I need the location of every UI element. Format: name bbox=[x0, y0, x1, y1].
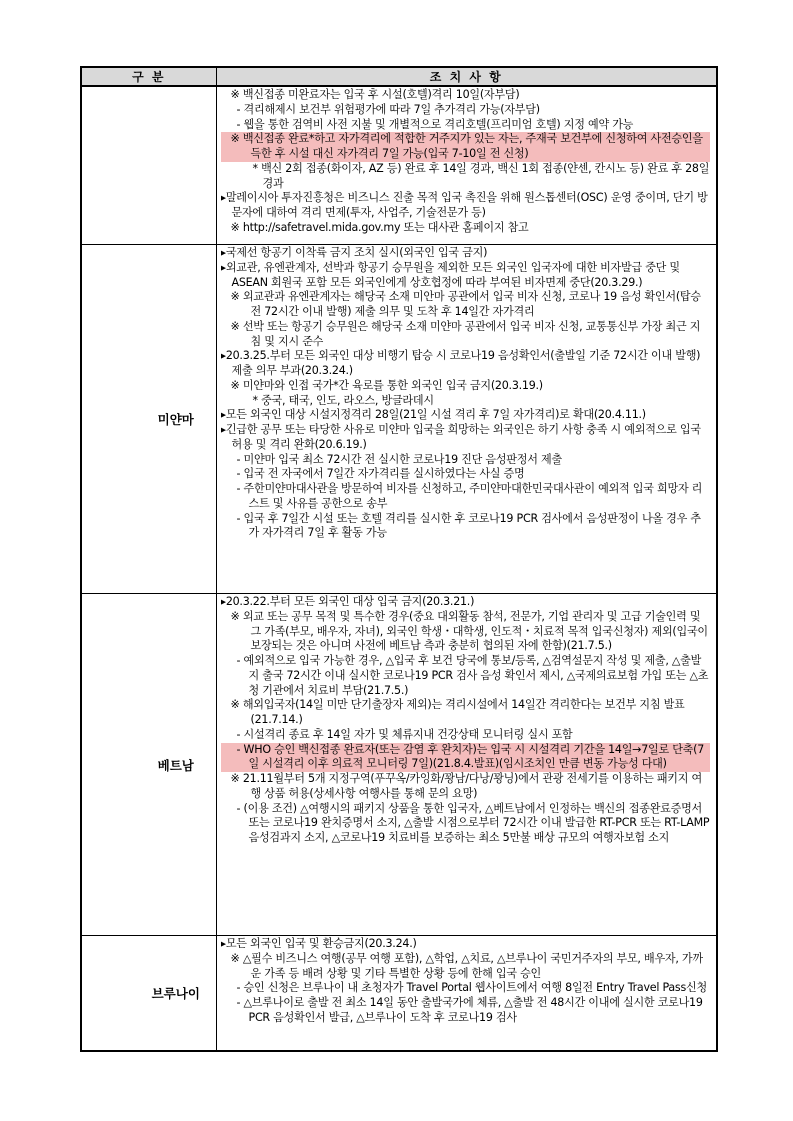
measure-line: - △브루나이로 출발 전 최소 14일 동안 출발국가에 체류, △출발 전 48시간 이내에 실시한 코로나19 PCR 음성확인서 발급, △브루나이 도착 후 코로나19 검사 bbox=[236, 996, 703, 1024]
measure-line: ▸20.3.22.부터 모든 외국인 대상 입국 금지(20.3.21.) bbox=[220, 595, 475, 608]
measure-line: - 미얀마 입국 최소 72시간 전 실시한 코로나19 진단 음성판정서 제출 bbox=[236, 452, 562, 466]
row-margin-cell bbox=[81, 86, 136, 245]
measure-line: ▸긴급한 공무 또는 타당한 사유로 미얀마 입국을 희망하는 외국인은 하기 사항 충족 시 예외적으로 입국 허용 및 격리 완화(20.6.19.) bbox=[220, 423, 701, 451]
measure-line: ※ 백신접종 미완료자는 입국 후 시설(호텔)격리 10일(자부담) bbox=[230, 88, 520, 101]
measure-line: - 격리해제시 보건부 위험평가에 따라 7일 추가격리 가능(자부담) bbox=[236, 102, 540, 116]
measure-line: * 중국, 태국, 인도, 라오스, 방글라데시 bbox=[252, 393, 434, 407]
table-header bbox=[81, 67, 717, 86]
measure-line: - WHO 승인 백신접종 완료자(또는 감염 후 완치자)는 입국 시 시설격리 기간을 14일→7일로 단축(7일 시설격리 이후 의료적 모니터링 7일)(21.8.4.발표)(임시조치인 만큼 변동 가능성 다대) bbox=[221, 743, 711, 773]
measure-line: - 웹을 통한 검역비 사전 지불 및 개별적으로 격리호텔(프리미엄 호텔) 지정 예약 가능 bbox=[236, 117, 634, 131]
measures-content bbox=[221, 937, 711, 1026]
table-row bbox=[81, 936, 717, 1052]
measure-line: ※ 미얀마와 인접 국가*간 육로를 통한 외국인 입국 금지(20.3.19.) bbox=[230, 378, 543, 392]
measures-content bbox=[221, 246, 711, 541]
measure-line: - 승인 신청은 브루나이 내 초청자가 Travel Portal 웹사이트에서 여행 8일전 Entry Travel Pass신청 bbox=[236, 981, 707, 995]
measure-line: ▸20.3.25.부터 모든 외국인 대상 비행기 탑승 시 코로나19 음성확인서(출발일 기준 72시간 이내 발행) 제출 의무 부과(20.3.24.) bbox=[220, 349, 701, 377]
measure-line: ※ http://safetravel.mida.gov.my 또는 대사관 홈페이지 참고 bbox=[230, 220, 529, 234]
measure-line: - (이용 조건) △여행시의 패키지 상품을 통한 입국자, △베트남에서 인정하는 백신의 접종완료증명서 또는 코로나19 완치증명서 소지, △출발 시점으로부터 72시간 이내 발급한 RT-PCR 또는 RT-LAMP 음성검과지 소지, △코로나19 치료비를 보증하는 최소 5만불 배상 규모의 여행자보험 소지 bbox=[236, 801, 710, 844]
measure-line: ▸말레이시아 투자진흥청은 비즈니스 진출 목적 입국 촉진을 위해 원스톱센터(OSC) 운영 중이며, 단기 방문자에 대하여 격리 면제(투자, 사업주, 기술전문가 등) bbox=[220, 191, 708, 219]
measures-content bbox=[221, 88, 711, 236]
table-row bbox=[81, 245, 717, 594]
country-cell bbox=[136, 86, 216, 245]
measure-line: ▸국제선 항공기 이착륙 금지 조치 실시(외국인 입국 금지) bbox=[220, 246, 488, 259]
measure-line: - 입국 후 7일간 시설 또는 호텔 격리를 실시한 후 코로나19 PCR 검사에서 음성판정이 나올 경우 추가 자가격리 7일 후 활동 가능 bbox=[236, 511, 701, 540]
country-cell: 베트남 bbox=[136, 594, 216, 936]
measure-line: ※ 해외입국자(14일 미만 단기출장자 제외)는 격리시설에서 14일간 격리한다는 보건부 지침 발표(21.7.14.) bbox=[230, 698, 685, 726]
measures-table bbox=[80, 66, 718, 1052]
measure-line: * 백신 2회 접종(화이자, AZ 등) 완료 후 14일 경과, 백신 1회 접종(얀센, 칸시노 등) 완료 후 28일 경과 bbox=[252, 161, 710, 190]
header-category: 구 분 bbox=[81, 67, 216, 86]
measures-cell bbox=[216, 936, 717, 1052]
measure-line: ※ 선박 또는 항공기 승무원은 해당국 소재 미얀마 공관에서 입국 비자 신청, 교통통신부 가장 최근 지침 및 지시 준수 bbox=[230, 319, 701, 348]
measure-line: ※ 백신접종 완료*하고 자가격리에 적합한 거주지가 있는 자는, 주재국 보건부에 신청하여 사전승인을 득한 후 시설 대신 자가격리 7일 가능(입국 7-10일 전 신청) bbox=[221, 132, 711, 162]
measure-line: ※ 외교 또는 공무 목적 및 특수한 경우(중요 대외활동 참석, 전문가, 기업 관리자 및 고급 기술인력 및 그 가족(부모, 배우자, 자녀), 외국인 학생・대학생, 인도적・치료적 목적 입국신청자) 제외(입국이 보장되는 것은 아니며 사전에 베트남 측과 충분히 협의된 자에 한함)(21.7.5.) bbox=[230, 609, 708, 653]
row-margin-cell bbox=[81, 594, 136, 936]
measure-line: ▸모든 외국인 입국 및 환승금지(20.3.24.) bbox=[220, 937, 417, 950]
table-row bbox=[81, 86, 717, 245]
header-measures: 조 치 사 항 bbox=[216, 67, 717, 86]
measures-cell bbox=[216, 594, 717, 936]
measures-cell bbox=[216, 86, 717, 245]
row-margin-cell bbox=[81, 936, 136, 1052]
measure-line: - 시설격리 종료 후 14일 자가 및 체류지내 건강상태 모니터링 실시 포함 bbox=[236, 727, 573, 741]
row-margin-cell bbox=[81, 245, 136, 594]
measure-line: - 입국 전 자국에서 7일간 자가격리를 실시하였다는 사실 증명 bbox=[236, 467, 525, 481]
measure-line: - 주한미얀마대사관을 방문하여 비자를 신청하고, 주미얀마대한민국대사관이 예외적 입국 희망자 리스트 및 사유를 공한으로 송부 bbox=[236, 482, 703, 510]
measure-line: ▸모든 외국인 대상 시설지정격리 28일(21일 시설 격리 후 7일 자가격리)로 확대(20.4.11.) bbox=[220, 408, 646, 422]
measures-cell bbox=[216, 245, 717, 594]
country-cell: 브루나이 bbox=[136, 936, 216, 1052]
measure-line: ※ 21.11월부터 5개 지정구역(푸꾸옥/카잉화/꽝남/다낭/꽝닝)에서 관광 전세기를 이용하는 패키지 여행 상품 허용(상세사항 여행사를 통해 문의 요망) bbox=[230, 772, 702, 800]
measure-line: ▸외교관, 유엔관계자, 선박과 항공기 승무원을 제외한 모든 외국인 입국자에 대한 비자발급 중단 및 ASEAN 회원국 포함 모든 외국인에게 상호협정에 따라 부여된 비자면제 중단(20.3.29.) bbox=[220, 260, 680, 289]
table-row bbox=[81, 594, 717, 936]
country-cell: 미얀마 bbox=[136, 245, 216, 594]
measure-line: ※ △필수 비즈니스 여행(공무 여행 포함), △학업, △치료, △브루나이 국민거주자의 부모, 배우자, 가까운 가족 등 배려 상황 및 기타 특별한 상황 등에 한해 입국 승인 bbox=[230, 951, 703, 980]
measure-line: - 예외적으로 입국 가능한 경우, △입국 후 보건 당국에 통보/등록, △검역설문지 작성 및 제출, △출발지 출국 72시간 이내 실시한 코로나19 PCR 검사 음성 확인서 제시, △국제의료보험 가입 또는 △초청 기관에서 치료비 부담(21.7.5.) bbox=[236, 654, 709, 697]
measure-line: ※ 외교관과 유엔관계자는 해당국 소재 미안마 공관에서 입국 비자 신청, 코로나 19 음성 확인서(탑승 전 72시간 이내 발행) 제출 의무 및 도착 후 14일간 자가격리 bbox=[230, 290, 701, 318]
measures-content bbox=[221, 595, 711, 846]
